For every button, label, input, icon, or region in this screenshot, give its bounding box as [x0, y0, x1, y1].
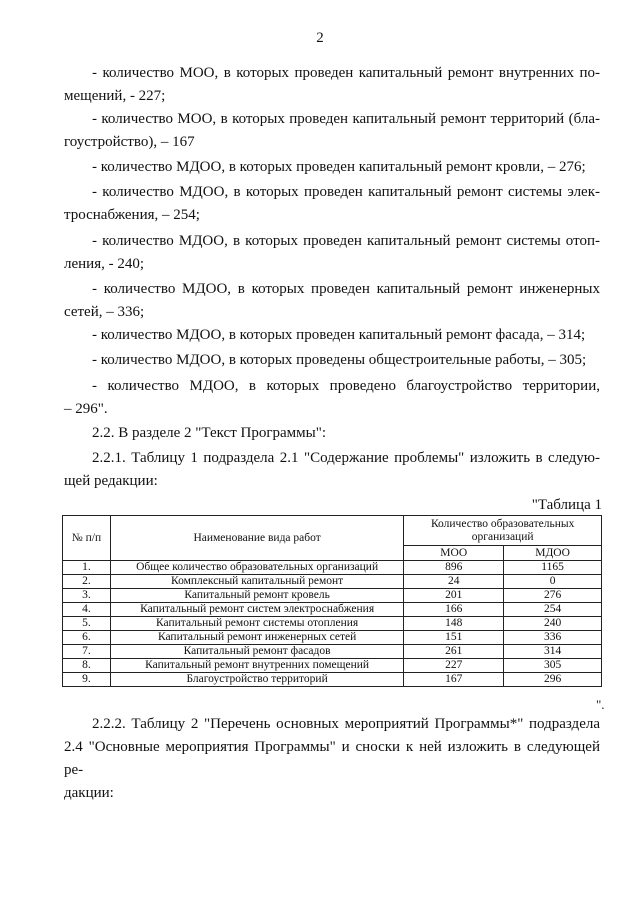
- paragraph-mdoo-heating: [64, 230, 600, 276]
- paragraph-mdoo-roof: - количество МДОО, в которых проведен капитальный ремонт кровли, – 276;: [92, 159, 586, 175]
- cell-name: Капитальный ремонт внутренних помещений: [110, 659, 403, 673]
- cell-mdoo: 1165: [504, 561, 602, 575]
- cell-name: Капитальный ремонт систем электроснабжения: [110, 603, 403, 617]
- cell-moo: 201: [404, 589, 504, 603]
- cell-num: 4.: [63, 603, 111, 617]
- paragraph-line: дакции:: [64, 785, 114, 801]
- cell-num: 6.: [63, 631, 111, 645]
- paragraph-mdoo-electric: [64, 181, 600, 227]
- table-row: [63, 673, 602, 687]
- table-row: [63, 575, 602, 589]
- paragraph-moo-interior: [64, 62, 600, 108]
- cell-mdoo: 296: [504, 673, 602, 687]
- table-row: [63, 617, 602, 631]
- paragraph-line: 2.4 "Основные мероприятия Программы" и сноски к ней изложить в следующей ре-: [64, 739, 600, 778]
- paragraph-line: – 296".: [64, 401, 108, 417]
- paragraph-line: - количество МДОО, в которых проведен капитальный ремонт системы элек-: [92, 184, 600, 200]
- paragraph-line: сетей, – 336;: [64, 304, 145, 320]
- header-mdoo: МДОО: [504, 546, 602, 561]
- works-table: [62, 515, 602, 687]
- header-moo: МОО: [404, 546, 504, 561]
- paragraph-mdoo-facade: - количество МДОО, в которых проведен капитальный ремонт фасада, – 314;: [92, 327, 586, 343]
- paragraph-line: мещений, - 227;: [64, 88, 166, 104]
- paragraph-line: ления, - 240;: [64, 256, 145, 272]
- section-heading: 2.2. В разделе 2 "Текст Программы":: [92, 425, 326, 441]
- table-row: [63, 645, 602, 659]
- cell-name: Общее количество образовательных организаций: [110, 561, 403, 575]
- cell-moo: 261: [404, 645, 504, 659]
- cell-mdoo: 305: [504, 659, 602, 673]
- cell-moo: 166: [404, 603, 504, 617]
- page-number: 2: [316, 30, 324, 46]
- cell-name: Капитальный ремонт фасадов: [110, 645, 403, 659]
- paragraph-table2-intro: [64, 713, 600, 805]
- paragraph-line: 2.2.2. Таблицу 2 "Перечень основных мероприятий Программы*" подраздела: [92, 716, 600, 732]
- cell-name: Капитальный ремонт инженерных сетей: [110, 631, 403, 645]
- cell-num: 8.: [63, 659, 111, 673]
- cell-moo: 24: [404, 575, 504, 589]
- cell-mdoo: 336: [504, 631, 602, 645]
- table-row: [63, 631, 602, 645]
- paragraph-line: гоустройство), – 167: [64, 134, 195, 150]
- cell-num: 7.: [63, 645, 111, 659]
- table-closing-quote: ".: [596, 697, 605, 712]
- paragraph-moo-territory: [64, 108, 600, 154]
- paragraph-mdoo-landscaping: [64, 375, 600, 421]
- table-body: [63, 561, 602, 687]
- paragraph-mdoo-construction: - количество МДОО, в которых проведены общестроительные работы, – 305;: [92, 352, 587, 368]
- cell-num: 9.: [63, 673, 111, 687]
- cell-moo: 151: [404, 631, 504, 645]
- table-row: [63, 603, 602, 617]
- cell-mdoo: 314: [504, 645, 602, 659]
- paragraph-line: - количество МДОО, в которых проведен капитальный ремонт инженерных: [92, 281, 600, 297]
- cell-mdoo: 240: [504, 617, 602, 631]
- paragraph-line: щей редакции:: [64, 473, 158, 489]
- header-num: № п/п: [63, 516, 111, 561]
- cell-num: 1.: [63, 561, 111, 575]
- table-row: [63, 589, 602, 603]
- cell-mdoo: 0: [504, 575, 602, 589]
- cell-moo: 896: [404, 561, 504, 575]
- cell-mdoo: 254: [504, 603, 602, 617]
- cell-mdoo: 276: [504, 589, 602, 603]
- paragraph-table1-intro: [64, 447, 600, 493]
- header-count-group: Количество образовательных организаций: [404, 516, 602, 546]
- paragraph-line: троснабжения, – 254;: [64, 207, 200, 223]
- table-row: [63, 561, 602, 575]
- cell-moo: 227: [404, 659, 504, 673]
- cell-name: Благоустройство территорий: [110, 673, 403, 687]
- header-name: Наименование вида работ: [110, 516, 403, 561]
- paragraph-line: - количество МОО, в которых проведен капитальный ремонт территорий (бла-: [92, 111, 600, 127]
- cell-num: 2.: [63, 575, 111, 589]
- cell-name: Капитальный ремонт кровель: [110, 589, 403, 603]
- cell-num: 5.: [63, 617, 111, 631]
- paragraph-mdoo-networks: [64, 278, 600, 324]
- cell-moo: 167: [404, 673, 504, 687]
- cell-name: Комплексный капитальный ремонт: [110, 575, 403, 589]
- paragraph-line: 2.2.1. Таблицу 1 подраздела 2.1 "Содержание проблемы" изложить в следую-: [92, 450, 600, 466]
- table-caption: "Таблица 1: [531, 497, 602, 513]
- paragraph-line: - количество МОО, в которых проведен капитальный ремонт внутренних по-: [92, 65, 600, 81]
- table-row: [63, 659, 602, 673]
- cell-moo: 148: [404, 617, 504, 631]
- cell-name: Капитальный ремонт системы отопления: [110, 617, 403, 631]
- cell-num: 3.: [63, 589, 111, 603]
- paragraph-line: - количество МДОО, в которых проведен капитальный ремонт системы отоп-: [92, 233, 600, 249]
- paragraph-line: - количество МДОО, в которых проведено благоустройство территории,: [92, 378, 600, 394]
